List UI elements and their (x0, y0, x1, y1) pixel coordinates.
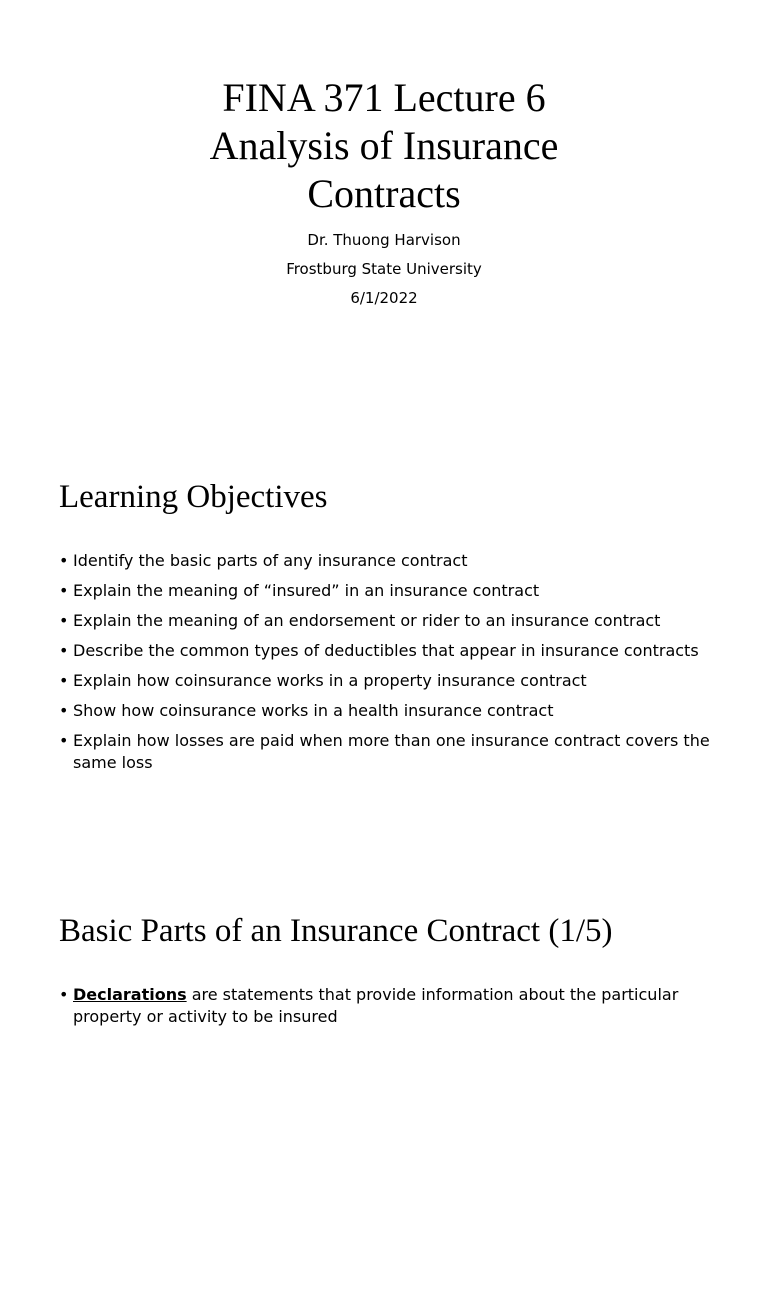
lecture-date: 6/1/2022 (350, 289, 418, 307)
parts-list (59, 984, 714, 1036)
declarations-term: Declarations (73, 985, 187, 1004)
lecture-title (84, 74, 684, 218)
learning-objectives-slide (0, 432, 768, 864)
objective-item: • Explain how coinsurance works in a property insurance contract (59, 670, 714, 692)
institution-name: Frostburg State University (286, 260, 482, 278)
objective-item: • Explain how losses are paid when more than one insurance contract covers the same loss (59, 730, 714, 774)
objective-item: • Describe the common types of deductibles that appear in insurance contracts (59, 640, 714, 662)
objective-item: • Identify the basic parts of any insurance contract (59, 550, 714, 572)
title-line-2: Analysis of Insurance (209, 123, 559, 168)
objective-item: • Explain the meaning of an endorsement or rider to an insurance contract (59, 610, 714, 632)
objective-item: • Show how coinsurance works in a health insurance contract (59, 700, 714, 722)
title-slide (0, 0, 768, 432)
section-heading: Learning Objectives (59, 479, 328, 515)
parts-item (59, 984, 714, 1028)
objectives-list (59, 550, 714, 782)
objective-item: • Explain the meaning of “insured” in an insurance contract (59, 580, 714, 602)
basic-parts-slide (0, 864, 768, 1296)
section-heading: Basic Parts of an Insurance Contract (1/5) (59, 913, 613, 949)
subtitle-block (134, 226, 634, 313)
title-line-1: FINA 371 Lecture 6 (222, 75, 546, 120)
author-name: Dr. Thuong Harvison (307, 231, 461, 249)
declarations-definition: are statements that provide information about the particular property or activity to be insured (73, 985, 679, 1026)
title-line-3: Contracts (307, 171, 461, 216)
